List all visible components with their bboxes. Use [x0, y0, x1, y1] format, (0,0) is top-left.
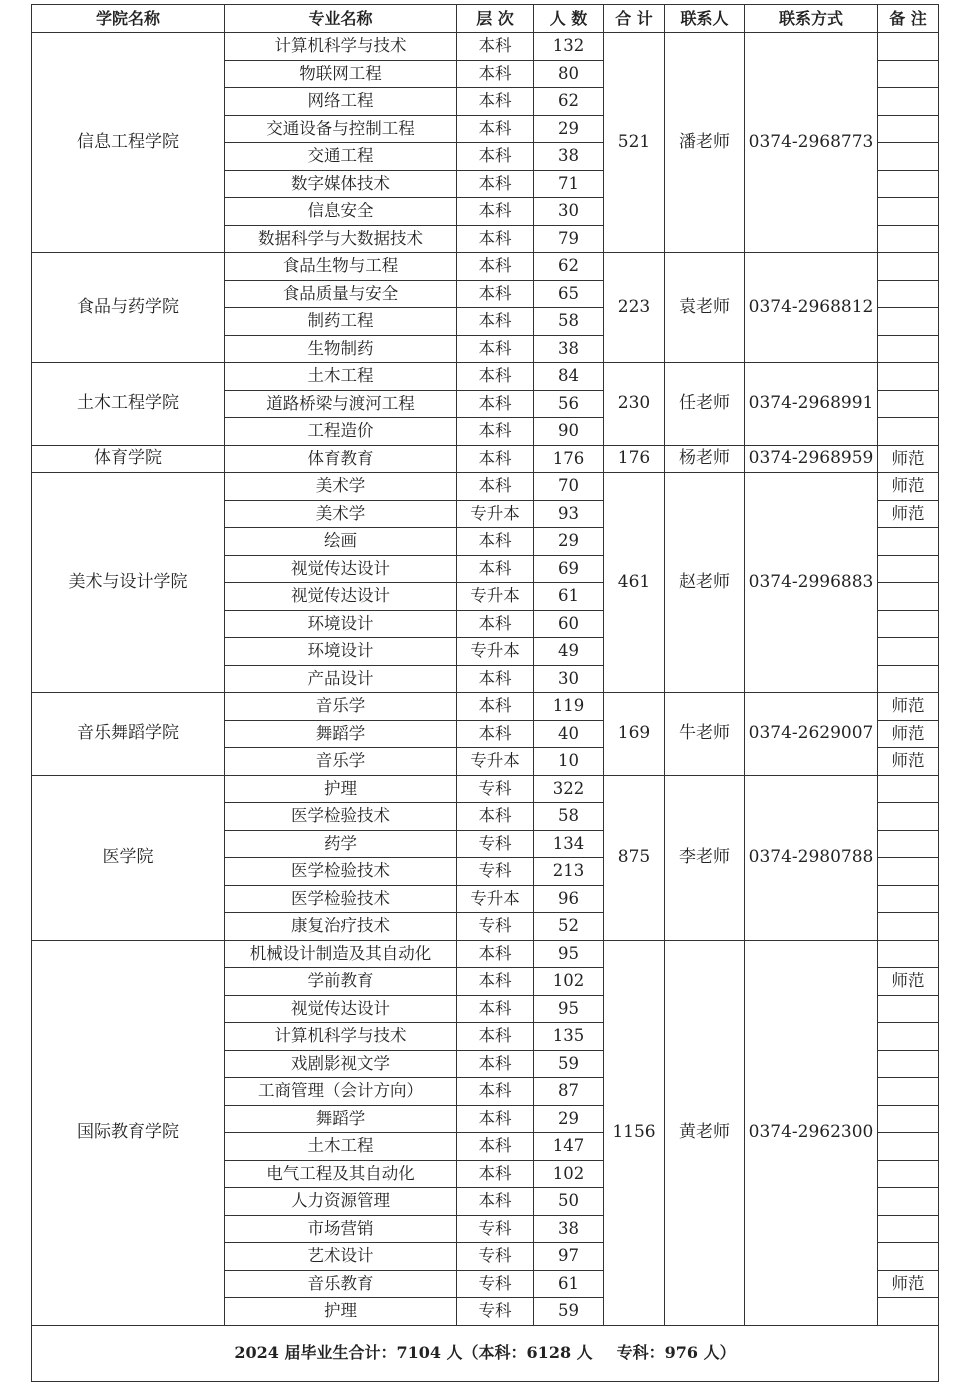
header-count: 人 数: [534, 5, 604, 33]
student-count: 102: [534, 968, 604, 996]
major-name: 舞蹈学: [225, 720, 457, 748]
summary-tail-text: 专科：976 人）: [616, 1343, 736, 1362]
major-name: 制药工程: [225, 308, 457, 336]
contact-person: 牛老师: [665, 693, 745, 776]
study-level: 专科: [457, 1298, 534, 1326]
major-name: 人力资源管理: [225, 1188, 457, 1216]
college-name: 食品与药学院: [32, 253, 225, 363]
major-name: 工商管理（会计方向）: [225, 1078, 457, 1106]
study-level: 本科: [457, 720, 534, 748]
note: [878, 170, 939, 198]
note: [878, 60, 939, 88]
note: 师范: [878, 968, 939, 996]
student-count: 71: [534, 170, 604, 198]
major-name: 医学检验技术: [225, 858, 457, 886]
note: [878, 390, 939, 418]
major-name: 工程造价: [225, 418, 457, 446]
note: [878, 1133, 939, 1161]
major-name: 土木工程: [225, 1133, 457, 1161]
major-name: 数字媒体技术: [225, 170, 457, 198]
table-row: [32, 445, 939, 473]
major-name: 美术学: [225, 473, 457, 501]
study-level: 专科: [457, 775, 534, 803]
major-name: 绘画: [225, 528, 457, 556]
student-count: 95: [534, 940, 604, 968]
major-name: 交通工程: [225, 143, 457, 171]
contact-person: 袁老师: [665, 253, 745, 363]
note: [878, 1105, 939, 1133]
study-level: 专升本: [457, 748, 534, 776]
college-name: 美术与设计学院: [32, 473, 225, 693]
table-row: [32, 693, 939, 721]
major-name: 市场营销: [225, 1215, 457, 1243]
note: [878, 198, 939, 226]
student-count: 119: [534, 693, 604, 721]
note: [878, 528, 939, 556]
student-count: 38: [534, 335, 604, 363]
table-row: [32, 473, 939, 501]
study-level: 本科: [457, 418, 534, 446]
major-name: 视觉传达设计: [225, 995, 457, 1023]
student-count: 134: [534, 830, 604, 858]
header-college: 学院名称: [32, 5, 225, 33]
student-count: 52: [534, 913, 604, 941]
note: [878, 225, 939, 253]
student-count: 96: [534, 885, 604, 913]
note: [878, 88, 939, 116]
major-name: 药学: [225, 830, 457, 858]
study-level: 本科: [457, 1078, 534, 1106]
student-count: 80: [534, 60, 604, 88]
study-level: 本科: [457, 225, 534, 253]
college-total: 176: [604, 445, 665, 473]
student-count: 49: [534, 638, 604, 666]
study-level: 本科: [457, 803, 534, 831]
college-total: 521: [604, 33, 665, 253]
student-count: 69: [534, 555, 604, 583]
major-name: 体育教育: [225, 445, 457, 473]
major-name: 视觉传达设计: [225, 555, 457, 583]
contact-phone: 0374-2980788: [745, 775, 878, 940]
college-total: 461: [604, 473, 665, 693]
study-level: 专科: [457, 913, 534, 941]
major-name: 道路桥梁与渡河工程: [225, 390, 457, 418]
major-name: 护理: [225, 1298, 457, 1326]
student-count: 95: [534, 995, 604, 1023]
college-total: 223: [604, 253, 665, 363]
note: [878, 1298, 939, 1326]
study-level: 本科: [457, 1188, 534, 1216]
note: [878, 1215, 939, 1243]
note: 师范: [878, 473, 939, 501]
note: [878, 1050, 939, 1078]
college-total: 875: [604, 775, 665, 940]
major-name: 物联网工程: [225, 60, 457, 88]
table-body: [32, 33, 939, 1326]
student-count: 132: [534, 33, 604, 61]
graduates-table: [31, 4, 939, 1382]
major-name: 医学检验技术: [225, 885, 457, 913]
student-count: 93: [534, 500, 604, 528]
major-name: 土木工程: [225, 363, 457, 391]
table-row: [32, 775, 939, 803]
study-level: 本科: [457, 1050, 534, 1078]
student-count: 97: [534, 1243, 604, 1271]
college-total: 1156: [604, 940, 665, 1325]
major-name: 视觉传达设计: [225, 583, 457, 611]
student-count: 56: [534, 390, 604, 418]
note: 师范: [878, 748, 939, 776]
note: [878, 638, 939, 666]
college-total: 169: [604, 693, 665, 776]
note: 师范: [878, 500, 939, 528]
study-level: 本科: [457, 308, 534, 336]
note: [878, 1023, 939, 1051]
student-count: 62: [534, 253, 604, 281]
contact-person: 李老师: [665, 775, 745, 940]
study-level: 本科: [457, 88, 534, 116]
study-level: 本科: [457, 1023, 534, 1051]
student-count: 61: [534, 1270, 604, 1298]
major-name: 学前教育: [225, 968, 457, 996]
study-level: 本科: [457, 1160, 534, 1188]
header-phone: 联系方式: [745, 5, 878, 33]
study-level: 本科: [457, 170, 534, 198]
study-level: 本科: [457, 143, 534, 171]
student-count: 59: [534, 1050, 604, 1078]
study-level: 本科: [457, 528, 534, 556]
note: [878, 885, 939, 913]
table-row: [32, 253, 939, 281]
major-name: 音乐学: [225, 693, 457, 721]
note: [878, 335, 939, 363]
major-name: 网络工程: [225, 88, 457, 116]
major-name: 音乐学: [225, 748, 457, 776]
student-count: 65: [534, 280, 604, 308]
note: 师范: [878, 693, 939, 721]
major-name: 机械设计制造及其自动化: [225, 940, 457, 968]
student-count: 59: [534, 1298, 604, 1326]
student-count: 322: [534, 775, 604, 803]
study-level: 本科: [457, 390, 534, 418]
contact-person: 赵老师: [665, 473, 745, 693]
note: [878, 143, 939, 171]
contact-person: 潘老师: [665, 33, 745, 253]
note: [878, 775, 939, 803]
study-level: 本科: [457, 1105, 534, 1133]
note: [878, 1243, 939, 1271]
header-major: 专业名称: [225, 5, 457, 33]
student-count: 29: [534, 528, 604, 556]
study-level: 本科: [457, 115, 534, 143]
student-count: 10: [534, 748, 604, 776]
table-footer: [32, 1325, 939, 1381]
student-count: 38: [534, 1215, 604, 1243]
note: 师范: [878, 1270, 939, 1298]
study-level: 专升本: [457, 583, 534, 611]
study-level: 本科: [457, 968, 534, 996]
note: 师范: [878, 720, 939, 748]
study-level: 本科: [457, 995, 534, 1023]
student-count: 50: [534, 1188, 604, 1216]
note: [878, 115, 939, 143]
summary-cell: [32, 1325, 939, 1381]
major-name: 食品生物与工程: [225, 253, 457, 281]
student-count: 40: [534, 720, 604, 748]
student-count: 30: [534, 665, 604, 693]
study-level: 本科: [457, 693, 534, 721]
major-name: 交通设备与控制工程: [225, 115, 457, 143]
note: [878, 858, 939, 886]
note: [878, 253, 939, 281]
major-name: 音乐教育: [225, 1270, 457, 1298]
college-name: 国际教育学院: [32, 940, 225, 1325]
major-name: 舞蹈学: [225, 1105, 457, 1133]
note: [878, 583, 939, 611]
college-name: 医学院: [32, 775, 225, 940]
note: [878, 665, 939, 693]
note: [878, 280, 939, 308]
student-count: 30: [534, 198, 604, 226]
study-level: 本科: [457, 940, 534, 968]
header-level: 层 次: [457, 5, 534, 33]
student-count: 62: [534, 88, 604, 116]
study-level: 本科: [457, 363, 534, 391]
student-count: 29: [534, 1105, 604, 1133]
student-count: 79: [534, 225, 604, 253]
study-level: 本科: [457, 555, 534, 583]
study-level: 本科: [457, 665, 534, 693]
contact-phone: 0374-2962300: [745, 940, 878, 1325]
note: [878, 1188, 939, 1216]
study-level: 本科: [457, 33, 534, 61]
study-level: 本科: [457, 445, 534, 473]
major-name: 医学检验技术: [225, 803, 457, 831]
contact-person: 黄老师: [665, 940, 745, 1325]
student-count: 90: [534, 418, 604, 446]
major-name: 产品设计: [225, 665, 457, 693]
contact-person: 任老师: [665, 363, 745, 446]
student-count: 70: [534, 473, 604, 501]
college-name: 土木工程学院: [32, 363, 225, 446]
study-level: 本科: [457, 280, 534, 308]
study-level: 本科: [457, 253, 534, 281]
study-level: 本科: [457, 198, 534, 226]
note: [878, 913, 939, 941]
contact-phone: 0374-2996883: [745, 473, 878, 693]
college-name: 体育学院: [32, 445, 225, 473]
student-count: 58: [534, 803, 604, 831]
study-level: 本科: [457, 1133, 534, 1161]
major-name: 信息安全: [225, 198, 457, 226]
study-level: 专升本: [457, 638, 534, 666]
student-count: 135: [534, 1023, 604, 1051]
study-level: 专科: [457, 830, 534, 858]
note: [878, 33, 939, 61]
contact-person: 杨老师: [665, 445, 745, 473]
major-name: 电气工程及其自动化: [225, 1160, 457, 1188]
study-level: 专科: [457, 1270, 534, 1298]
study-level: 专科: [457, 858, 534, 886]
note: [878, 308, 939, 336]
table-header: [32, 5, 939, 33]
note: [878, 1160, 939, 1188]
note: [878, 940, 939, 968]
table-row: [32, 33, 939, 61]
major-name: 环境设计: [225, 610, 457, 638]
student-count: 29: [534, 115, 604, 143]
major-name: 美术学: [225, 500, 457, 528]
note: [878, 803, 939, 831]
student-count: 102: [534, 1160, 604, 1188]
student-count: 84: [534, 363, 604, 391]
table-row: [32, 363, 939, 391]
student-count: 87: [534, 1078, 604, 1106]
study-level: 专科: [457, 1243, 534, 1271]
student-count: 58: [534, 308, 604, 336]
student-count: 176: [534, 445, 604, 473]
study-level: 本科: [457, 60, 534, 88]
contact-phone: 0374-2968812: [745, 253, 878, 363]
major-name: 计算机科学与技术: [225, 33, 457, 61]
table-row: [32, 940, 939, 968]
student-count: 60: [534, 610, 604, 638]
note: [878, 995, 939, 1023]
contact-phone: 0374-2968959: [745, 445, 878, 473]
summary-text: 2024 届毕业生合计：7104 人（本科：6128 人: [234, 1343, 593, 1362]
study-level: 本科: [457, 335, 534, 363]
study-level: 专升本: [457, 885, 534, 913]
study-level: 专科: [457, 1215, 534, 1243]
major-name: 护理: [225, 775, 457, 803]
student-count: 61: [534, 583, 604, 611]
major-name: 计算机科学与技术: [225, 1023, 457, 1051]
major-name: 戏剧影视文学: [225, 1050, 457, 1078]
contact-phone: 0374-2968773: [745, 33, 878, 253]
major-name: 数据科学与大数据技术: [225, 225, 457, 253]
header-note: 备 注: [878, 5, 939, 33]
student-count: 213: [534, 858, 604, 886]
contact-phone: 0374-2968991: [745, 363, 878, 446]
study-level: 本科: [457, 473, 534, 501]
note: [878, 1078, 939, 1106]
note: [878, 363, 939, 391]
contact-phone: 0374-2629007: [745, 693, 878, 776]
major-name: 环境设计: [225, 638, 457, 666]
header-contact: 联系人: [665, 5, 745, 33]
note: [878, 830, 939, 858]
major-name: 艺术设计: [225, 1243, 457, 1271]
note: 师范: [878, 445, 939, 473]
major-name: 食品质量与安全: [225, 280, 457, 308]
note: [878, 555, 939, 583]
college-total: 230: [604, 363, 665, 446]
study-level: 本科: [457, 610, 534, 638]
header-total: 合 计: [604, 5, 665, 33]
study-level: 专升本: [457, 500, 534, 528]
note: [878, 418, 939, 446]
college-name: 信息工程学院: [32, 33, 225, 253]
major-name: 康复治疗技术: [225, 913, 457, 941]
major-name: 生物制药: [225, 335, 457, 363]
student-count: 38: [534, 143, 604, 171]
college-name: 音乐舞蹈学院: [32, 693, 225, 776]
student-count: 147: [534, 1133, 604, 1161]
note: [878, 610, 939, 638]
